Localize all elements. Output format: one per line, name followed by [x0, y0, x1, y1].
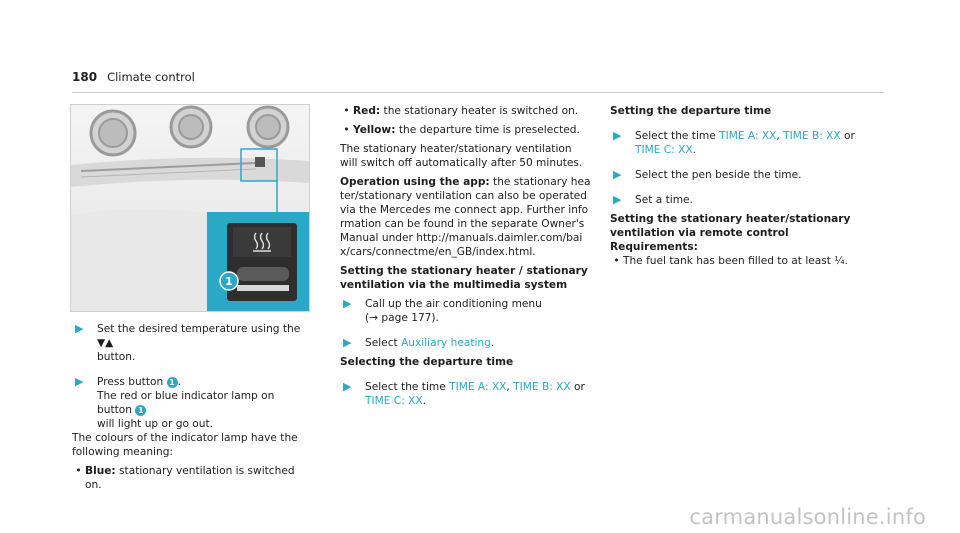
menu-item-time-c[interactable]: TIME C: XX	[365, 395, 423, 407]
step-arrow-icon: ▶	[75, 375, 84, 388]
instruction-step: ▶ Set the desired temperature using the ▼▲ button.	[72, 322, 312, 364]
watermark: carmanualsonline.info	[689, 505, 926, 529]
instruction-step: ▶ Press button 1 . The red or blue indicator lamp on button 1 will light up or go out.	[72, 375, 312, 431]
section-heading: Setting the departure time	[610, 105, 772, 117]
temperature-button-symbol: ▼▲	[97, 337, 114, 349]
header-rule	[72, 92, 884, 93]
menu-item-time-a[interactable]: TIME A: XX	[449, 381, 507, 393]
requirements-label: Requirements:	[610, 241, 698, 253]
step-arrow-icon: ▶	[343, 380, 352, 393]
step-arrow-icon: ▶	[343, 297, 352, 310]
list-item: • Blue: stationary ventilation is switched on.	[75, 465, 295, 491]
column-1	[72, 322, 312, 492]
menu-item-time-c[interactable]: TIME C: XX	[635, 144, 693, 156]
instruction-step: ▶ Select the time TIME A: XX, TIME B: XX or TIME C: XX.	[340, 380, 592, 408]
list-item: • The fuel tank has been filled to at least ¼.	[613, 255, 848, 267]
step-arrow-icon: ▶	[613, 129, 622, 142]
list-item: • Red: the stationary heater is switched on.	[343, 105, 579, 117]
menu-item-time-b[interactable]: TIME B: XX	[783, 130, 841, 142]
section-heading: Setting the stationary heater / stationary ventilation via the multimedia system	[340, 265, 588, 291]
menu-item-time-b[interactable]: TIME B: XX	[513, 381, 571, 393]
page-header	[72, 70, 195, 84]
column-3	[610, 104, 880, 268]
paragraph: The stationary heater/stationary ventilation will switch off automatically after 50 minutes.	[340, 143, 583, 169]
instruction-step: ▶ Select Auxiliary heating.	[340, 336, 592, 350]
section-heading: Setting the stationary heater/stationary ventilation via remote control	[610, 213, 851, 239]
step-arrow-icon: ▶	[75, 322, 84, 335]
section-heading: Selecting the departure time	[340, 356, 514, 368]
dashboard-drawing	[71, 105, 309, 311]
chapter-title: Climate control	[107, 70, 195, 84]
menu-item-time-a[interactable]: TIME A: XX	[719, 130, 777, 142]
callout-badge: 1	[167, 377, 178, 388]
paragraph: The colours of the indicator lamp have the following meaning:	[72, 432, 298, 458]
instruction-step: ▶ Set a time.	[610, 193, 880, 207]
step-arrow-icon: ▶	[613, 193, 622, 206]
menu-item-auxiliary-heating[interactable]: Auxiliary heating	[401, 337, 491, 349]
step-arrow-icon: ▶	[613, 168, 622, 181]
paragraph: Operation using the app: the stationary heater/stationary ventilation can also be operated via the Mercedes me connect app. Further information can be found in the separate Owner's Manual under http://manuals.daimler.com/baix/cars/connectme/en_GB/index.html.	[340, 176, 591, 258]
column-2	[340, 104, 592, 408]
instruction-step: ▶ Call up the air conditioning menu (→ page 177).	[340, 297, 592, 325]
dashboard-illustration	[70, 104, 310, 312]
instruction-step: ▶ Select the time TIME A: XX, TIME B: XX or TIME C: XX.	[610, 129, 880, 157]
instruction-step: ▶ Select the pen beside the time.	[610, 168, 880, 182]
list-item: • Yellow: the departure time is preselected.	[343, 124, 580, 136]
step-arrow-icon: ▶	[343, 336, 352, 349]
callout-badge: 1	[135, 405, 146, 416]
page-reference: (→ page 177).	[365, 312, 439, 324]
callout-label: 1	[225, 275, 233, 288]
page-number: 180	[72, 70, 98, 84]
